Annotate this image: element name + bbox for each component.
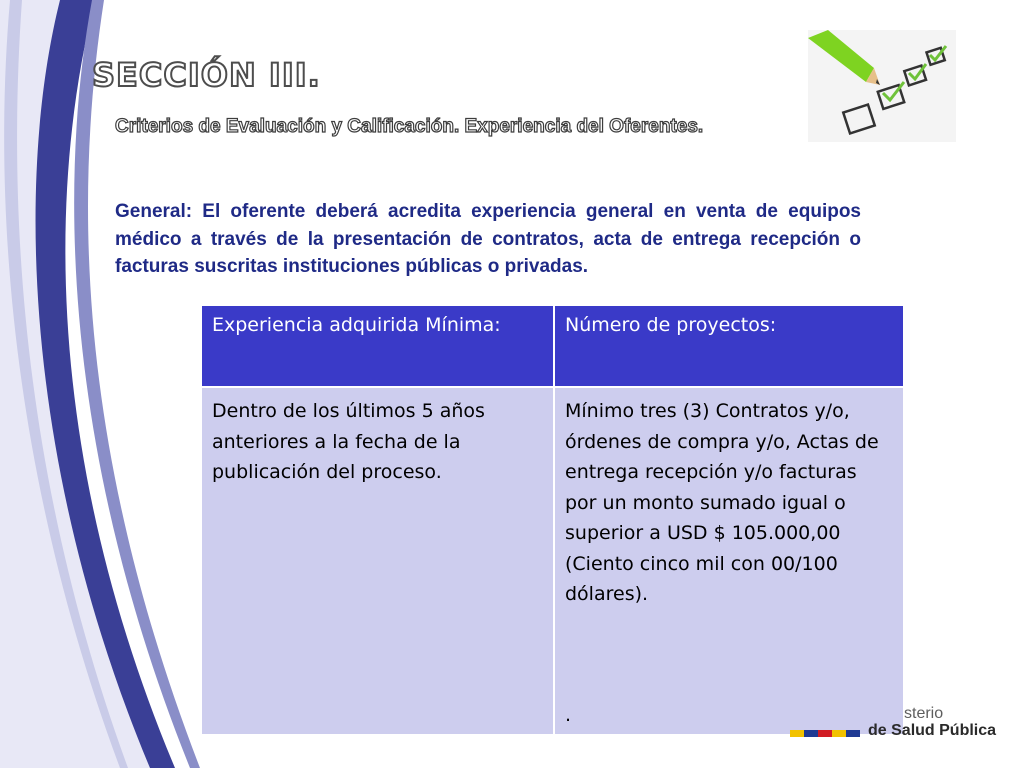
cell-projects: [554, 387, 904, 735]
logo-text-line1: sterio: [904, 705, 944, 722]
header-projects: Número de proyectos:: [554, 305, 904, 387]
logo-text-line2: de Salud Pública: [868, 722, 997, 739]
experience-table: [200, 304, 905, 736]
table-header-row: [201, 305, 904, 387]
section-subtitle: Criterios de Evaluación y Calificación. Experiencia del Oferentes.: [115, 116, 704, 137]
table-row: [201, 387, 904, 735]
cell-experience-period: [201, 387, 554, 735]
cell-projects-text: Mínimo tres (3) Contratos y/o, órdenes de compra y/o, Actas de entrega recepción y/o facturas por un monto sumado igual o superior a USD $ 105.000,00 (Ciento cinco mil con 00/100 dólares).: [565, 400, 879, 605]
cell-experience-period-text: Dentro de los últimos 5 años anteriores a la fecha de la publicación del proceso.: [212, 400, 485, 483]
header-experience: Experiencia adquirida Mínima:: [201, 305, 554, 387]
general-requirement-text: General: El oferente deberá acredita experiencia general en venta de equipos médico a través de la presentación de contratos, acta de entrega recepción o facturas suscritas instituciones públicas o privadas.: [115, 201, 861, 277]
pencil-checklist-icon: [808, 30, 956, 142]
page-title: SECCIÓN III.: [92, 56, 321, 94]
trailing-mark: .: [565, 703, 572, 726]
